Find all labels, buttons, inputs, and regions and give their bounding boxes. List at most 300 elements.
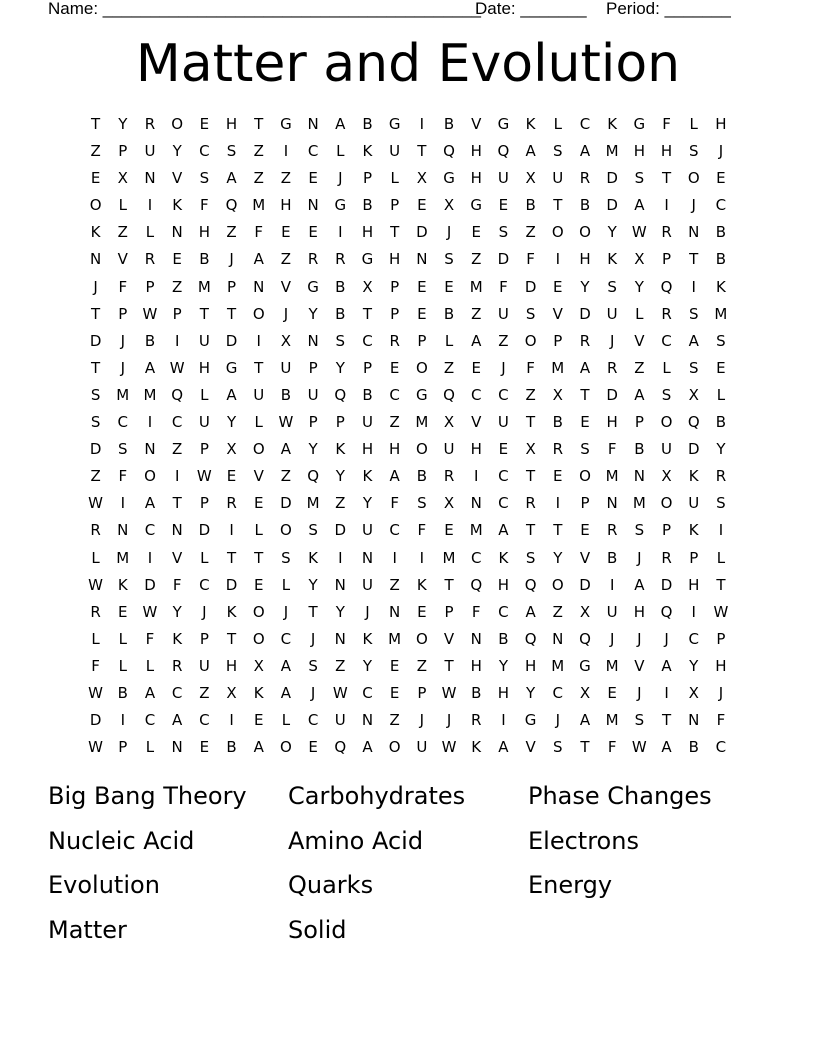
grid-letter[interactable]: J (419, 711, 425, 730)
grid-letter[interactable]: I (229, 521, 234, 540)
grid-letter[interactable]: S (226, 142, 237, 161)
grid-letter[interactable]: A (634, 385, 645, 404)
grid-letter[interactable]: A (253, 250, 264, 269)
grid-letter[interactable]: R (715, 467, 727, 486)
grid-letter[interactable]: K (715, 277, 726, 296)
grid-letter[interactable]: V (253, 467, 264, 486)
grid-letter[interactable]: X (416, 169, 427, 188)
grid-letter[interactable]: I (120, 711, 125, 730)
grid-letter[interactable]: S (335, 331, 346, 350)
grid-letter[interactable]: S (688, 358, 699, 377)
grid-letter[interactable]: E (716, 358, 726, 377)
grid-letter[interactable]: Z (172, 277, 183, 296)
grid-letter[interactable]: Y (362, 494, 373, 513)
grid-letter[interactable]: E (90, 169, 101, 188)
grid-letter[interactable]: I (664, 683, 669, 702)
grid-letter[interactable]: E (253, 494, 264, 513)
grid-letter[interactable]: L (200, 385, 209, 404)
grid-letter[interactable]: N (307, 331, 319, 350)
grid-letter[interactable]: L (281, 575, 291, 594)
grid-letter[interactable]: W (142, 602, 158, 621)
grid-letter[interactable]: S (525, 304, 536, 323)
grid-letter[interactable]: L (689, 115, 698, 133)
grid-letter[interactable]: T (308, 602, 318, 621)
grid-letter[interactable]: Q (524, 629, 537, 648)
grid-letter[interactable]: A (525, 602, 536, 621)
grid-letter[interactable]: L (200, 548, 209, 567)
grid-letter[interactable]: X (443, 196, 455, 215)
grid-letter[interactable]: O (579, 223, 591, 242)
grid-letter[interactable]: A (280, 656, 292, 675)
grid-letter[interactable]: S (553, 738, 563, 757)
grid-letter[interactable]: L (390, 169, 399, 188)
grid-letter[interactable]: C (688, 629, 699, 648)
grid-letter[interactable]: L (254, 521, 263, 540)
grid-letter[interactable]: G (579, 656, 591, 675)
grid-letter[interactable]: Y (689, 656, 699, 675)
grid-letter[interactable]: M (469, 277, 483, 296)
grid-letter[interactable]: C (498, 467, 509, 486)
grid-letter[interactable]: H (389, 440, 401, 459)
grid-letter[interactable]: W (278, 413, 294, 432)
grid-letter[interactable]: G (524, 711, 537, 730)
grid-letter[interactable]: J (555, 711, 560, 730)
grid-letter[interactable]: S (634, 711, 645, 730)
grid-letter[interactable]: R (606, 521, 618, 540)
grid-letter[interactable]: Y (226, 413, 237, 432)
grid-letter[interactable]: F (91, 656, 100, 675)
grid-letter[interactable]: M (551, 656, 565, 675)
grid-letter[interactable]: I (120, 494, 125, 513)
grid-letter[interactable]: F (145, 629, 155, 648)
grid-letter[interactable]: G (225, 358, 238, 377)
grid-letter[interactable]: F (254, 223, 264, 242)
grid-letter[interactable]: E (199, 738, 210, 757)
grid-letter[interactable]: N (253, 277, 265, 296)
grid-letter[interactable]: H (715, 115, 727, 133)
grid-letter[interactable]: B (498, 629, 509, 648)
grid-letter[interactable]: H (579, 250, 591, 269)
grid-letter[interactable]: H (497, 575, 510, 594)
grid-letter[interactable]: H (524, 656, 537, 675)
grid-letter[interactable]: Z (389, 711, 400, 730)
grid-letter[interactable]: Z (634, 358, 645, 377)
grid-letter[interactable]: J (310, 629, 316, 648)
grid-letter[interactable]: J (93, 277, 98, 296)
grid-letter[interactable]: R (307, 250, 319, 269)
grid-letter[interactable]: S (607, 277, 617, 296)
grid-letter[interactable]: F (390, 494, 399, 513)
grid-letter[interactable]: N (606, 494, 618, 513)
grid-letter[interactable]: W (88, 683, 104, 702)
grid-letter[interactable]: U (497, 304, 509, 323)
grid-letter[interactable]: Q (334, 738, 347, 757)
grid-letter[interactable]: O (252, 629, 265, 648)
grid-letter[interactable]: N (470, 494, 482, 513)
grid-letter[interactable]: I (555, 250, 560, 269)
grid-letter[interactable]: Z (471, 304, 482, 323)
grid-letter[interactable]: T (580, 385, 590, 404)
grid-letter[interactable]: E (308, 223, 318, 242)
grid-letter[interactable]: W (631, 223, 647, 242)
grid-letter[interactable]: Z (253, 142, 264, 161)
grid-letter[interactable]: T (91, 358, 101, 377)
grid-letter[interactable]: Y (607, 223, 617, 242)
grid-letter[interactable]: C (389, 385, 400, 404)
grid-letter[interactable]: D (225, 575, 238, 594)
grid-letter[interactable]: H (606, 413, 618, 432)
grid-letter[interactable]: I (474, 467, 479, 486)
grid-letter[interactable]: G (388, 115, 401, 133)
grid-letter[interactable]: T (580, 738, 590, 757)
grid-letter[interactable]: X (226, 683, 237, 702)
grid-letter[interactable]: K (688, 521, 699, 540)
grid-letter[interactable]: B (416, 467, 427, 486)
grid-letter[interactable]: Z (280, 467, 292, 486)
grid-letter[interactable]: E (580, 521, 590, 540)
grid-letter[interactable]: S (688, 304, 699, 323)
grid-letter[interactable]: Z (525, 385, 536, 404)
grid-letter[interactable]: J (609, 629, 615, 648)
grid-letter[interactable]: S (716, 331, 726, 350)
grid-letter[interactable]: O (280, 738, 292, 757)
grid-letter[interactable]: G (416, 385, 428, 404)
grid-letter[interactable]: N (307, 196, 319, 215)
grid-letter[interactable]: K (688, 467, 699, 486)
grid-letter[interactable]: K (416, 575, 427, 594)
grid-letter[interactable]: Z (335, 494, 346, 513)
grid-letter[interactable]: B (607, 548, 618, 567)
grid-letter[interactable]: H (633, 602, 645, 621)
grid-letter[interactable]: O (551, 223, 564, 242)
grid-letter[interactable]: D (687, 440, 700, 459)
grid-letter[interactable]: L (716, 385, 726, 404)
grid-letter[interactable]: K (308, 548, 319, 567)
grid-letter[interactable]: M (605, 711, 619, 730)
grid-letter[interactable]: Y (634, 277, 644, 296)
grid-letter[interactable]: E (444, 521, 454, 540)
grid-letter[interactable]: Z (471, 250, 482, 269)
grid-letter[interactable]: V (471, 115, 482, 133)
grid-letter[interactable]: B (335, 277, 346, 296)
grid-letter[interactable]: T (199, 304, 209, 323)
grid-letter[interactable]: L (553, 115, 562, 133)
grid-letter[interactable]: J (718, 683, 724, 702)
grid-letter[interactable]: N (334, 575, 346, 594)
grid-letter[interactable]: D (606, 385, 618, 404)
grid-letter[interactable]: G (633, 115, 646, 133)
grid-letter[interactable]: X (525, 440, 536, 459)
grid-letter[interactable]: T (226, 304, 237, 323)
grid-letter[interactable]: T (226, 629, 237, 648)
grid-letter[interactable]: V (634, 656, 645, 675)
grid-letter[interactable]: I (419, 115, 425, 133)
grid-letter[interactable]: Z (443, 358, 455, 377)
grid-letter[interactable]: Q (225, 196, 238, 215)
grid-letter[interactable]: P (689, 548, 699, 567)
grid-letter[interactable]: Y (580, 277, 590, 296)
grid-letter[interactable]: J (637, 548, 642, 567)
grid-letter[interactable]: N (633, 467, 645, 486)
grid-letter[interactable]: Z (117, 223, 128, 242)
grid-letter[interactable]: P (553, 331, 563, 350)
grid-letter[interactable]: S (553, 142, 563, 161)
grid-letter[interactable]: G (307, 277, 319, 296)
grid-letter[interactable]: O (388, 738, 401, 757)
grid-letter[interactable]: R (579, 331, 591, 350)
grid-letter[interactable]: Y (362, 656, 373, 675)
grid-letter[interactable]: Q (470, 575, 483, 594)
grid-letter[interactable]: T (716, 575, 726, 594)
grid-letter[interactable]: M (632, 494, 646, 513)
grid-letter[interactable]: I (174, 467, 180, 486)
grid-letter[interactable]: M (442, 548, 456, 567)
grid-letter[interactable]: R (144, 115, 156, 133)
grid-letter[interactable]: L (444, 331, 454, 350)
grid-letter[interactable]: K (607, 250, 618, 269)
grid-letter[interactable]: Q (660, 602, 673, 621)
grid-letter[interactable]: B (199, 250, 210, 269)
grid-letter[interactable]: Z (416, 656, 427, 675)
grid-letter[interactable]: A (389, 467, 400, 486)
grid-letter[interactable]: F (607, 440, 617, 459)
grid-letter[interactable]: Q (497, 142, 510, 161)
period-field-label[interactable]: Period: _______ (606, 0, 731, 18)
grid-letter[interactable]: A (144, 683, 156, 702)
grid-letter[interactable]: G (361, 250, 374, 269)
grid-letter[interactable]: O (660, 494, 673, 513)
grid-letter[interactable]: Y (498, 656, 508, 675)
grid-letter[interactable]: I (718, 521, 724, 540)
grid-letter[interactable]: K (362, 629, 373, 648)
grid-letter[interactable]: M (197, 277, 211, 296)
grid-letter[interactable]: A (226, 385, 237, 404)
grid-letter[interactable]: Y (335, 602, 345, 621)
grid-letter[interactable]: A (253, 738, 264, 757)
grid-letter[interactable]: W (713, 602, 729, 621)
grid-letter[interactable]: K (172, 196, 183, 215)
grid-letter[interactable]: M (714, 304, 728, 323)
grid-letter[interactable]: N (688, 711, 700, 730)
grid-letter[interactable]: E (389, 656, 400, 675)
grid-letter[interactable]: R (552, 440, 563, 459)
grid-letter[interactable]: U (334, 711, 346, 730)
grid-letter[interactable]: S (661, 385, 672, 404)
grid-letter[interactable]: R (389, 331, 400, 350)
grid-letter[interactable]: C (498, 385, 509, 404)
grid-letter[interactable]: R (90, 521, 101, 540)
grid-letter[interactable]: L (91, 548, 100, 567)
grid-letter[interactable]: L (118, 656, 127, 675)
grid-letter[interactable]: Z (172, 440, 183, 459)
grid-letter[interactable]: M (605, 656, 619, 675)
grid-letter[interactable]: D (89, 331, 102, 350)
grid-letter[interactable]: H (389, 250, 401, 269)
grid-letter[interactable]: A (362, 738, 373, 757)
grid-letter[interactable]: V (280, 277, 292, 296)
grid-letter[interactable]: G (280, 115, 292, 133)
grid-letter[interactable]: W (196, 467, 212, 486)
grid-letter[interactable]: A (144, 494, 156, 513)
grid-letter[interactable]: H (225, 656, 238, 675)
grid-letter[interactable]: T (661, 711, 672, 730)
grid-letter[interactable]: X (280, 331, 292, 350)
grid-letter[interactable]: O (579, 467, 591, 486)
grid-letter[interactable]: V (172, 169, 183, 188)
grid-letter[interactable]: N (89, 250, 102, 269)
grid-letter[interactable]: U (497, 169, 509, 188)
grid-letter[interactable]: T (526, 467, 536, 486)
grid-letter[interactable]: P (390, 196, 400, 215)
grid-letter[interactable]: E (417, 602, 427, 621)
grid-letter[interactable]: Y (526, 683, 536, 702)
grid-letter[interactable]: Y (308, 304, 318, 323)
grid-letter[interactable]: E (253, 575, 264, 594)
grid-letter[interactable]: P (118, 304, 128, 323)
grid-letter[interactable]: I (174, 331, 180, 350)
grid-letter[interactable]: E (444, 277, 454, 296)
name-field-label[interactable]: Name: ________________________________________ (48, 0, 481, 18)
grid-letter[interactable]: C (117, 413, 129, 432)
grid-letter[interactable]: I (419, 548, 425, 567)
grid-letter[interactable]: V (471, 413, 482, 432)
grid-letter[interactable]: V (634, 331, 645, 350)
grid-letter[interactable]: P (145, 277, 155, 296)
grid-letter[interactable]: C (470, 385, 482, 404)
grid-letter[interactable]: L (145, 223, 155, 242)
grid-letter[interactable]: Q (307, 467, 319, 486)
grid-letter[interactable]: Y (308, 575, 318, 594)
grid-letter[interactable]: J (229, 250, 234, 269)
grid-letter[interactable]: C (498, 494, 509, 513)
grid-letter[interactable]: F (526, 250, 535, 269)
grid-letter[interactable]: G (334, 196, 347, 215)
grid-letter[interactable]: Q (579, 629, 591, 648)
grid-letter[interactable]: Z (226, 223, 237, 242)
grid-letter[interactable]: J (310, 683, 316, 702)
grid-letter[interactable]: U (389, 142, 401, 161)
grid-letter[interactable]: O (171, 115, 184, 133)
grid-letter[interactable]: U (416, 738, 428, 757)
grid-letter[interactable]: E (417, 277, 427, 296)
grid-letter[interactable]: A (634, 196, 645, 215)
grid-letter[interactable]: E (226, 467, 237, 486)
date-field-label[interactable]: Date: _______ (475, 0, 587, 18)
grid-letter[interactable]: E (498, 196, 509, 215)
grid-letter[interactable]: C (552, 683, 564, 702)
grid-letter[interactable]: I (501, 711, 506, 730)
grid-letter[interactable]: P (308, 358, 318, 377)
grid-letter[interactable]: O (551, 575, 564, 594)
grid-letter[interactable]: E (417, 196, 427, 215)
grid-letter[interactable]: S (199, 169, 210, 188)
grid-letter[interactable]: H (198, 223, 210, 242)
grid-letter[interactable]: Y (716, 440, 726, 459)
grid-letter[interactable]: B (280, 385, 292, 404)
grid-letter[interactable]: F (607, 738, 617, 757)
grid-letter[interactable]: B (443, 115, 455, 133)
grid-letter[interactable]: N (334, 629, 346, 648)
grid-letter[interactable]: L (635, 304, 644, 323)
grid-letter[interactable]: A (226, 169, 237, 188)
grid-letter[interactable]: J (120, 358, 125, 377)
grid-letter[interactable]: Z (389, 413, 400, 432)
grid-letter[interactable]: U (443, 440, 455, 459)
grid-letter[interactable]: F (499, 277, 508, 296)
grid-letter[interactable]: R (226, 494, 237, 513)
grid-letter[interactable]: E (199, 115, 210, 133)
grid-letter[interactable]: J (446, 711, 452, 730)
grid-letter[interactable]: H (470, 656, 482, 675)
grid-letter[interactable]: B (688, 738, 699, 757)
grid-letter[interactable]: M (388, 629, 402, 648)
grid-letter[interactable]: P (172, 304, 182, 323)
grid-letter[interactable]: H (715, 656, 727, 675)
grid-letter[interactable]: L (336, 142, 345, 161)
grid-letter[interactable]: D (144, 575, 156, 594)
grid-letter[interactable]: O (144, 467, 156, 486)
grid-letter[interactable]: D (334, 521, 347, 540)
grid-letter[interactable]: X (579, 683, 591, 702)
grid-letter[interactable]: P (417, 683, 427, 702)
grid-letter[interactable]: Y (335, 358, 345, 377)
grid-letter[interactable]: W (441, 683, 457, 702)
grid-letter[interactable]: Q (443, 385, 455, 404)
grid-letter[interactable]: K (498, 548, 509, 567)
grid-letter[interactable]: K (362, 142, 373, 161)
grid-letter[interactable]: N (171, 223, 183, 242)
grid-letter[interactable]: A (498, 521, 509, 540)
grid-letter[interactable]: P (335, 413, 345, 432)
grid-letter[interactable]: J (637, 683, 642, 702)
grid-letter[interactable]: E (172, 250, 182, 269)
grid-letter[interactable]: P (362, 358, 372, 377)
grid-letter[interactable]: U (361, 575, 373, 594)
grid-letter[interactable]: M (306, 494, 320, 513)
grid-letter[interactable]: C (171, 413, 183, 432)
grid-letter[interactable]: V (172, 548, 183, 567)
grid-letter[interactable]: C (199, 711, 210, 730)
grid-letter[interactable]: Q (334, 385, 347, 404)
grid-letter[interactable]: B (362, 196, 373, 215)
grid-letter[interactable]: E (716, 169, 726, 188)
grid-letter[interactable]: C (307, 142, 319, 161)
grid-letter[interactable]: X (443, 413, 455, 432)
grid-letter[interactable]: H (497, 683, 510, 702)
grid-letter[interactable]: V (117, 250, 128, 269)
grid-letter[interactable]: I (147, 413, 153, 432)
grid-letter[interactable]: M (605, 467, 619, 486)
grid-letter[interactable]: C (715, 738, 727, 757)
grid-letter[interactable]: I (664, 196, 669, 215)
grid-letter[interactable]: S (498, 223, 509, 242)
grid-letter[interactable]: B (443, 304, 455, 323)
grid-letter[interactable]: D (198, 521, 211, 540)
grid-letter[interactable]: C (362, 331, 373, 350)
grid-letter[interactable]: H (688, 575, 700, 594)
grid-letter[interactable]: U (552, 169, 564, 188)
grid-letter[interactable]: S (688, 142, 699, 161)
grid-letter[interactable]: R (171, 656, 183, 675)
grid-letter[interactable]: R (661, 223, 672, 242)
grid-letter[interactable]: O (252, 602, 265, 621)
grid-letter[interactable]: Q (443, 142, 455, 161)
grid-letter[interactable]: N (171, 738, 183, 757)
grid-letter[interactable]: P (390, 277, 400, 296)
grid-letter[interactable]: X (634, 250, 645, 269)
grid-letter[interactable]: L (118, 629, 127, 648)
grid-letter[interactable]: N (389, 602, 401, 621)
